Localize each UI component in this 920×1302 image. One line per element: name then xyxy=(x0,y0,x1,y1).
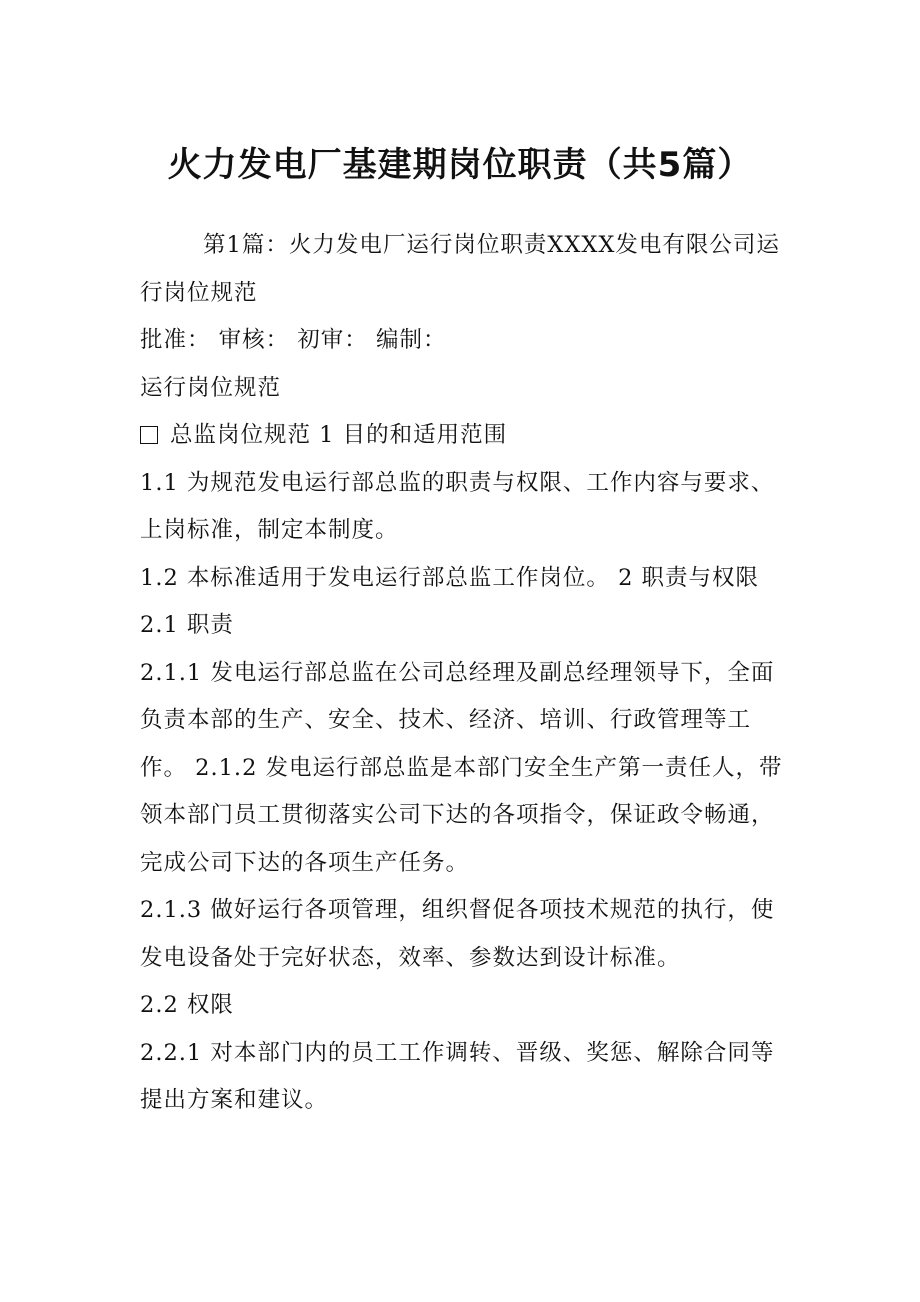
checkbox-icon xyxy=(140,426,158,444)
paragraph-2-1-3: 2.1.3 做好运行各项管理，组织督促各项技术规范的执行，使发电设备处于完好状态，效率、参数达到设计标准。 xyxy=(140,897,775,971)
paragraph-1-1: 1.1 为规范发电运行部总监的职责与权限、工作内容与要求、上岗标准，制定本制度。 xyxy=(140,469,775,543)
paragraph-approval-line: 批准： 审核： 初审： 编制： xyxy=(140,327,447,353)
document-body xyxy=(140,222,785,1125)
paragraph-1-2: 1.2 本标准适用于发电运行部总监工作岗位。 2 职责与权限 xyxy=(140,564,760,591)
paragraph-section-heading: 第1篇：火力发电厂运行岗位职责XXXX发电有限公司运行岗位规范 xyxy=(140,232,780,306)
paragraph-spec-title: 运行岗位规范 xyxy=(140,374,282,401)
paragraph-2-1: 2.1 职责 xyxy=(140,612,234,638)
paragraph-director-spec-text: 总监岗位规范 1 目的和适用范围 xyxy=(170,422,508,448)
paragraph-2-2: 2.2 权限 xyxy=(140,992,234,1018)
paragraph-director-spec xyxy=(140,412,785,460)
document-title: 火力发电厂基建期岗位职责（共5篇） xyxy=(167,145,753,185)
paragraph-2-1-1: 2.1.1 发电运行部总监在公司总经理及副总经理领导下，全面负责本部的生产、安全、技术、经济、培训、行政管理等工作。 2.1.2 发电运行部总监是本部门安全生产第一责任人，带领本部门员工贯彻落实公司下达的各项指令，保证政令畅通，完成公司下达的各项生产任务。 xyxy=(140,659,783,876)
paragraph-2-2-1: 2.2.1 对本部门内的员工工作调转、晋级、奖惩、解除合同等提出方案和建议。 xyxy=(140,1039,775,1113)
